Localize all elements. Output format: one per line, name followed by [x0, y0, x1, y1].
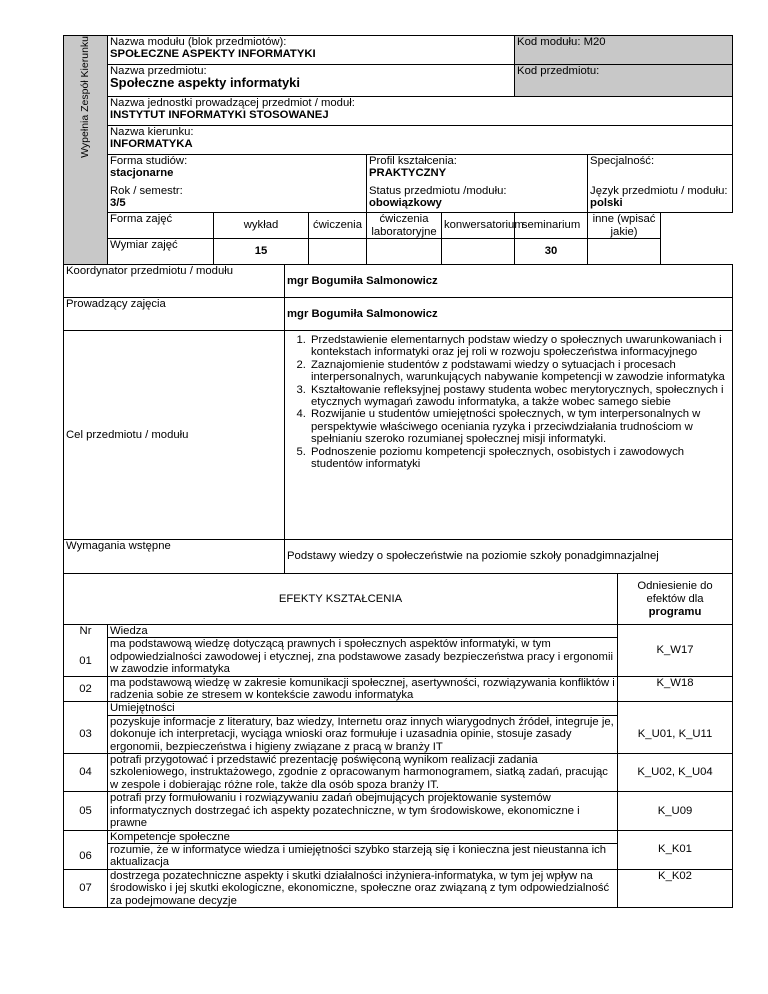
hours-seminar: 30 — [515, 239, 588, 265]
subject-code-cell — [515, 65, 733, 97]
row-ref: K_K01 — [618, 843, 733, 869]
profile-label: Profil kształcenia: — [369, 155, 457, 167]
subject-name-label: Nazwa przedmiotu: — [110, 65, 207, 77]
row-ref: K_K02 — [618, 869, 733, 907]
row-ref: K_U01, K_U11 — [618, 715, 733, 753]
effects-title-cell — [64, 574, 618, 625]
study-form-label: Forma studiów: — [110, 155, 188, 167]
side-label: Wypełnia Zespół Kierunku — [79, 36, 92, 158]
row-text: pozyskuje informacje z literatury, baz wiedzy, Internetu oraz innych wiarygodnych źródeł, integruje je, dokonuje ich interpretacji, wyciąga wnioski oraz formułuje i uzasadnia opinie, stosuje zasady ergonomii, bezpieczeństwa i higieny związane z pracą w branży IT — [108, 715, 618, 753]
requirements-value-cell — [285, 540, 733, 574]
module-name-value: SPOŁECZNE ASPEKTY INFORMATYKI — [110, 48, 316, 61]
status-value: obowiązkowy — [369, 196, 442, 209]
status-label: Status przedmiotu /modułu: — [369, 184, 507, 197]
goal-item: 2. Zaznajomienie studentów z podstawami wiedzy o sytuacjach i procesach interpersonalnych, warunkujących nabywanie kompetencji w zawodzie informatyka — [309, 359, 730, 384]
nr-header: Nr — [79, 625, 92, 637]
goal-list — [287, 334, 730, 470]
coordinator-label-cell — [64, 265, 285, 298]
row-text: dostrzega pozatechniczne aspekty i skutki działalności inżyniera-informatyka, w tym jej wpływ na środowisko i jej skutki ekologiczne, ekonomiczne, społeczne oraz związaną z tym odpowiedzialność za podejmowane decyzje — [108, 869, 618, 907]
row-ref: K_U02, K_U04 — [618, 754, 733, 792]
profile-cell — [367, 155, 588, 185]
hours-exercises — [309, 239, 367, 265]
field-cell — [108, 126, 733, 155]
requirements-label-cell — [64, 540, 285, 574]
row-text: potrafi przy formułowaniu i rozwiązywaniu zadań obejmujących projektowanie systemów informatycznych dostrzegać ich aspekty pozatechniczne, w tym środowiskowe, ekonomiczne i prawne — [108, 792, 618, 830]
teacher-value: mgr Bogumiła Salmonowicz — [287, 307, 438, 320]
module-name-label: Nazwa modułu (blok przedmiotów): — [110, 36, 287, 48]
teacher-label: Prowadzący zajęcia — [66, 298, 166, 310]
year-value: 3/5 — [110, 196, 126, 209]
effects-title: EFEKTY KSZTAŁCENIA — [278, 592, 403, 605]
hours-laboratory — [367, 239, 442, 265]
profile-value: PRAKTYCZNY — [369, 167, 447, 180]
goal-item: 4. Rozwijanie u studentów umiejętności społecznych, w tym interpersonalnych w perspektywie właściwego oceniania ryzyka i przeciwdziałania trudnościom w spełnianiu szeroko rozumianej społecznej misji informatyki. — [309, 408, 730, 445]
row-text: ma podstawową wiedzę dotyczącą prawnych i społecznych aspektów informatyki, w tym odpowiedzialności zawodowej i etycznej, zna podstawowe zasady bezpieczeństwa pracy i ergonomii w zawodzie informatyka — [108, 638, 618, 676]
row-ref: K_W18 — [618, 676, 733, 702]
coordinator-label: Koordynator przedmiotu / modułu — [66, 265, 234, 277]
hours-conversatory — [442, 239, 515, 265]
syllabus-document — [63, 35, 732, 908]
class-type-exercises: ćwiczenia — [309, 213, 367, 239]
language-label: Język przedmiotu / modułu: — [590, 184, 728, 197]
row-ref: K_U09 — [618, 792, 733, 830]
module-name-cell — [108, 36, 515, 65]
specialty-cell — [588, 155, 733, 185]
module-info-table — [63, 35, 733, 265]
course-details-table — [63, 264, 733, 574]
class-type-seminar: seminarium — [515, 213, 588, 239]
row-ref: K_W17 — [618, 625, 733, 677]
goal-item: 5. Podnoszenie poziomu kompetencji społecznych, osobistych i zawodowych studentów informatyki — [309, 446, 730, 471]
section-knowledge: Wiedza — [108, 625, 618, 638]
study-form-value: stacjonarne — [110, 167, 174, 180]
goal-list-cell — [285, 331, 733, 540]
row-nr: 03 — [64, 715, 108, 753]
teacher-value-cell — [285, 298, 733, 331]
year-cell — [108, 185, 367, 213]
requirements-label: Wymagania wstępne — [66, 540, 171, 552]
row-nr: 05 — [64, 792, 108, 830]
unit-label: Nazwa jednostki prowadzącej przedmiot / moduł: — [110, 97, 355, 109]
language-value: polski — [590, 196, 623, 209]
goal-item: 1. Przedstawienie elementarnych podstaw wiedzy o społecznych uwarunkowaniach i kontekstach informatyki oraz jej roli w rozwoju społeczeństwa informacyjnego — [309, 334, 730, 359]
goal-label: Cel przedmiotu / modułu — [66, 428, 189, 441]
coordinator-value-cell — [285, 265, 733, 298]
unit-cell — [108, 97, 733, 126]
study-form-cell — [108, 155, 367, 185]
specialty-label: Specjalność: — [590, 155, 655, 167]
module-code-label: Kod modułu: M20 — [517, 36, 606, 48]
effects-ref-header — [618, 574, 733, 625]
field-label: Nazwa kierunku: — [110, 126, 194, 138]
section-skills: Umiejętności — [108, 702, 618, 715]
year-label: Rok / semestr: — [110, 184, 183, 197]
language-cell — [588, 185, 733, 213]
subject-name-value: Społeczne aspekty informatyki — [110, 75, 301, 91]
subject-name-cell — [108, 65, 515, 97]
nr-header-cell — [64, 625, 108, 677]
row-nr: 07 — [64, 869, 108, 907]
hours-label: Wymiar zajęć — [110, 239, 178, 251]
hours-other — [588, 239, 661, 265]
unit-value: INSTYTUT INFORMATYKI STOSOWANEJ — [110, 109, 329, 122]
teacher-label-cell — [64, 298, 285, 331]
requirements-value: Podstawy wiedzy o społeczeństwie na poziomie szkoły ponadgimnazjalnej — [287, 550, 659, 563]
side-label-cell — [64, 36, 108, 265]
row-nr: 06 — [64, 843, 108, 869]
class-form-label: Forma zajęć — [110, 213, 173, 225]
class-type-conversatory: konwersatorium — [442, 213, 515, 239]
effects-ref-header-line2: programu — [648, 605, 702, 618]
goal-label-cell — [64, 331, 285, 540]
class-type-lecture: wykład — [214, 213, 309, 239]
hours-label-cell — [108, 239, 214, 265]
row-nr: 01 — [79, 655, 92, 668]
class-type-laboratory: ćwiczenia laboratoryjne — [367, 213, 442, 239]
row-nr: 04 — [64, 754, 108, 792]
class-type-other: inne (wpisać jakie) — [588, 213, 661, 239]
learning-outcomes-table — [63, 573, 733, 908]
field-value: INFORMATYKA — [110, 138, 193, 151]
class-form-label-cell — [108, 213, 214, 239]
row-text: ma podstawową wiedzę w zakresie komunikacji społecznej, asertywności, rozwiązywania konfliktów i radzenia sobie ze stresem w kontekście zawodu informatyka — [108, 676, 618, 702]
row-text: potrafi przygotować i przedstawić prezentację poświęconą wynikom realizacji zadania szkoleniowego, instruktażowego, zgodnie z opracowanym harmonogramem, siatką zadań, pracując w zespole i dobierając różne role, także dla osób spoza branży IT. — [108, 754, 618, 792]
effects-ref-header-line1: Odniesienie do efektów dla — [637, 579, 713, 605]
subject-code-label: Kod przedmiotu: — [517, 65, 600, 77]
section-competences: Kompetencje społeczne — [108, 830, 618, 843]
goal-item: 3. Kształtowanie refleksyjnej postawy studenta wobec merytorycznych, społecznych i etycznych wymagań zawodu informatyka, a także wobec samego siebie — [309, 384, 730, 409]
row-nr: 02 — [64, 676, 108, 702]
module-code-cell — [515, 36, 733, 65]
status-cell — [367, 185, 588, 213]
coordinator-value: mgr Bogumiła Salmonowicz — [287, 274, 438, 287]
row-text: rozumie, że w informatyce wiedza i umiejętności szybko starzeją się i konieczna jest nieustanna ich aktualizacja — [108, 843, 618, 869]
hours-lecture: 15 — [214, 239, 309, 265]
